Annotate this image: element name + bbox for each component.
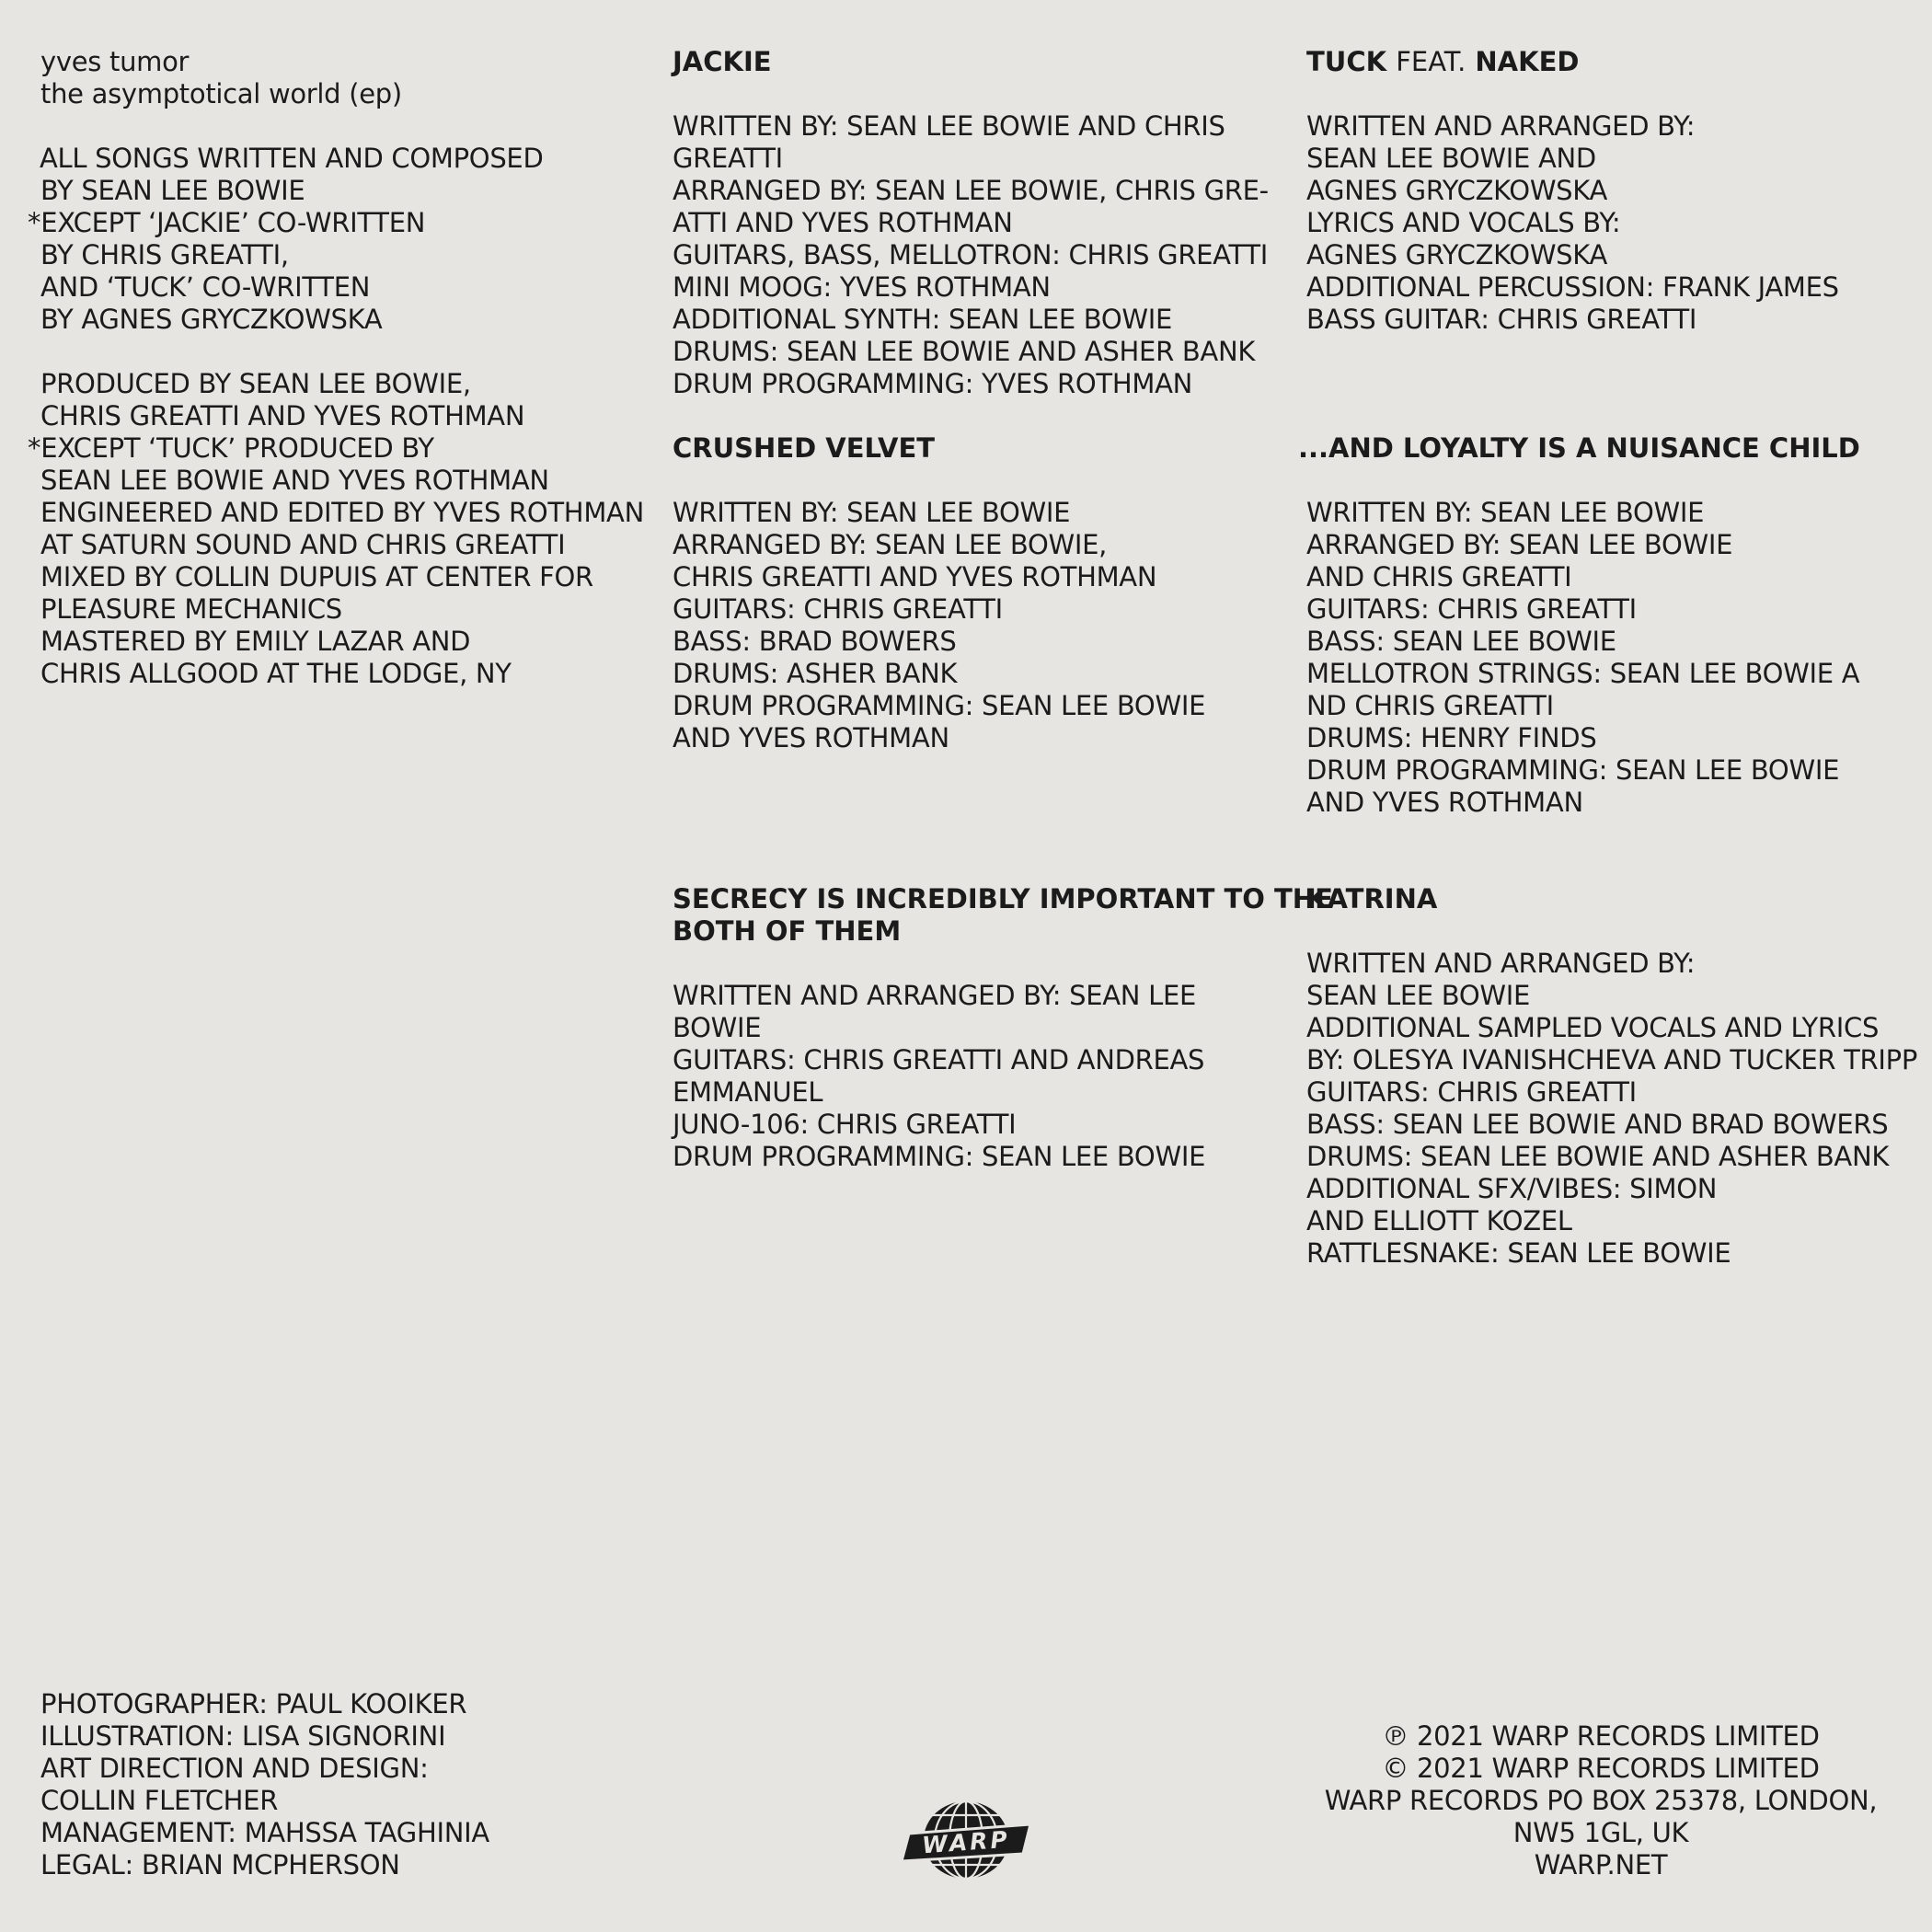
credit-line: MELLOTRON STRINGS: SEAN LEE BOWIE A (1306, 658, 1860, 689)
warp-logo-text: WARP (921, 1825, 1011, 1859)
address-line: WARP RECORDS PO BOX 25378, LONDON, (1324, 1785, 1878, 1816)
featured-artist: NAKED (1475, 46, 1580, 77)
credit-line: CHRIS ALLGOOD AT THE LODGE, NY (40, 658, 512, 689)
credit-line: GUITARS: CHRIS GREATTI (673, 593, 1003, 625)
artist-name: yves tumor (40, 46, 190, 77)
credit-line: GREATTI (673, 143, 783, 174)
credit-line: CHRIS GREATTI AND YVES ROTHMAN (40, 400, 525, 431)
credit-line: BASS GUITAR: CHRIS GREATTI (1306, 304, 1697, 335)
track-tuck (1306, 46, 1839, 336)
credit-line: DRUM PROGRAMMING: YVES ROTHMAN (673, 368, 1192, 399)
phonogram-copyright: ℗ 2021 WARP RECORDS LIMITED (1382, 1720, 1820, 1752)
credit-line: DRUMS: HENRY FINDS (1306, 722, 1597, 753)
credit-line: DRUM PROGRAMMING: SEAN LEE BOWIE (673, 690, 1206, 721)
track-loyalty (1298, 432, 1860, 819)
credit-line: LEGAL: BRIAN MCPHERSON (40, 1849, 400, 1880)
track-katrina (1306, 883, 1917, 1270)
credit-line: RATTLESNAKE: SEAN LEE BOWIE (1306, 1237, 1731, 1269)
credit-line: ATTI AND YVES ROTHMAN (673, 207, 1013, 238)
credit-line: BY AGNES GRYCZKOWSKA (40, 304, 383, 335)
credit-line: PLEASURE MECHANICS (40, 593, 342, 625)
credit-line: AGNES GRYCZKOWSKA (1306, 175, 1608, 206)
credit-line: *EXCEPT ‘JACKIE’ CO-WRITTEN (28, 207, 426, 238)
track-title: JACKIE (673, 46, 772, 77)
credit-line: DRUMS: SEAN LEE BOWIE AND ASHER BANK (1306, 1141, 1890, 1172)
credit-line: GUITARS: CHRIS GREATTI AND ANDREAS (673, 1044, 1205, 1075)
credit-line: DRUMS: SEAN LEE BOWIE AND ASHER BANK (673, 336, 1256, 367)
credit-line: DRUM PROGRAMMING: SEAN LEE BOWIE (1306, 754, 1840, 786)
credit-line: CHRIS GREATTI AND YVES ROTHMAN (673, 561, 1157, 592)
credit-line: ADDITIONAL SAMPLED VOCALS AND LYRICS (1306, 1012, 1880, 1043)
credit-line: MASTERED BY EMILY LAZAR AND (40, 626, 471, 657)
credit-line: AGNES GRYCZKOWSKA (1306, 239, 1608, 270)
art-credits (40, 1688, 489, 1881)
credit-line: BASS: SEAN LEE BOWIE AND BRAD BOWERS (1306, 1109, 1889, 1140)
credit-line: ALL SONGS WRITTEN AND COMPOSED (40, 143, 544, 174)
credit-line: WRITTEN BY: SEAN LEE BOWIE (1306, 497, 1705, 528)
credit-line: COLLIN FLETCHER (40, 1785, 279, 1816)
credit-line: SEAN LEE BOWIE (1306, 980, 1531, 1011)
release-header (40, 46, 402, 110)
track-title (1306, 46, 1839, 78)
credit-line: AND YVES ROTHMAN (1306, 787, 1583, 818)
credit-line: GUITARS: CHRIS GREATTI (1306, 593, 1637, 625)
credit-line: GUITARS: CHRIS GREATTI (1306, 1076, 1637, 1108)
credit-line: AND YVES ROTHMAN (673, 722, 949, 753)
credit-line: ARRANGED BY: SEAN LEE BOWIE, (673, 529, 1108, 560)
credit-line: ADDITIONAL PERCUSSION: FRANK JAMES (1306, 271, 1839, 303)
credit-line: EMMANUEL (673, 1076, 823, 1108)
track-title-main: TUCK (1306, 46, 1387, 77)
credit-line: AND ‘TUCK’ CO-WRITTEN (40, 271, 371, 303)
credit-line: AND CHRIS GREATTI (1306, 561, 1572, 592)
credit-line: MIXED BY COLLIN DUPUIS AT CENTER FOR (40, 561, 593, 592)
credit-line: WRITTEN AND ARRANGED BY: (1306, 110, 1696, 142)
address-line: NW5 1GL, UK (1512, 1817, 1689, 1848)
warp-logo (892, 1799, 1040, 1881)
credit-line: *EXCEPT ‘TUCK’ PRODUCED BY (28, 432, 434, 464)
track-jackie (673, 46, 1269, 400)
production-credits (28, 368, 644, 690)
release-title: the asymptotical world (ep) (40, 78, 402, 109)
credit-line: WRITTEN BY: SEAN LEE BOWIE (673, 497, 1071, 528)
credit-line: PHOTOGRAPHER: PAUL KOOIKER (40, 1688, 467, 1719)
credit-line: BOWIE (673, 1012, 762, 1043)
credit-line: BY CHRIS GREATTI, (40, 239, 289, 270)
credit-line: GUITARS, BASS, MELLOTRON: CHRIS GREATTI (673, 239, 1269, 270)
track-title: SECRECY IS INCREDIBLY IMPORTANT TO THE (673, 883, 1333, 914)
website: WARP.NET (1534, 1849, 1668, 1880)
track-title: KATRINA (1306, 883, 1438, 914)
credit-line: JUNO-106: CHRIS GREATTI (673, 1109, 1017, 1140)
credit-line: DRUM PROGRAMMING: SEAN LEE BOWIE (673, 1141, 1206, 1172)
credit-line: PRODUCED BY SEAN LEE BOWIE, (40, 368, 471, 399)
credit-line: BY SEAN LEE BOWIE (40, 175, 305, 206)
credit-line: SEAN LEE BOWIE AND (1306, 143, 1596, 174)
feat-label: FEAT. (1396, 46, 1466, 77)
credit-line: DRUMS: ASHER BANK (673, 658, 958, 689)
credit-line: BASS: SEAN LEE BOWIE (1306, 626, 1616, 657)
credit-line: ART DIRECTION AND DESIGN: (40, 1753, 429, 1784)
track-crushed-velvet (673, 432, 1205, 754)
credit-line: BASS: BRAD BOWERS (673, 626, 957, 657)
credit-line: ND CHRIS GREATTI (1306, 690, 1554, 721)
credit-line: AT SATURN SOUND AND CHRIS GREATTI (40, 529, 566, 560)
credit-line: SEAN LEE BOWIE AND YVES ROTHMAN (40, 465, 549, 496)
credit-line: ARRANGED BY: SEAN LEE BOWIE, CHRIS GRE- (673, 175, 1269, 206)
credit-line: ARRANGED BY: SEAN LEE BOWIE (1306, 529, 1733, 560)
credit-line: ILLUSTRATION: LISA SIGNORINI (40, 1720, 446, 1752)
credit-line: WRITTEN AND ARRANGED BY: (1306, 948, 1696, 979)
credit-line: WRITTEN AND ARRANGED BY: SEAN LEE (673, 980, 1196, 1011)
credit-line: BY: OLESYA IVANISHCHEVA AND TUCKER TRIPP (1306, 1044, 1918, 1075)
credit-line: MANAGEMENT: MAHSSA TAGHINIA (40, 1817, 489, 1848)
credit-line: AND ELLIOTT KOZEL (1306, 1205, 1572, 1236)
songwriting-credits (28, 143, 543, 336)
credit-line: ENGINEERED AND EDITED BY YVES ROTHMAN (40, 497, 644, 528)
credit-line: MINI MOOG: YVES ROTHMAN (673, 271, 1051, 303)
track-secrecy (673, 883, 1333, 1173)
label-info (1306, 1720, 1895, 1881)
track-title: ...AND LOYALTY IS A NUISANCE CHILD (1298, 432, 1860, 464)
copyright: © 2021 WARP RECORDS LIMITED (1382, 1753, 1820, 1784)
credit-line: LYRICS AND VOCALS BY: (1306, 207, 1621, 238)
credit-line: ADDITIONAL SFX/VIBES: SIMON (1306, 1173, 1718, 1204)
credit-line: WRITTEN BY: SEAN LEE BOWIE AND CHRIS (673, 110, 1225, 142)
track-title: CRUSHED VELVET (673, 432, 936, 464)
track-title: BOTH OF THEM (673, 915, 902, 947)
credit-line: ADDITIONAL SYNTH: SEAN LEE BOWIE (673, 304, 1173, 335)
